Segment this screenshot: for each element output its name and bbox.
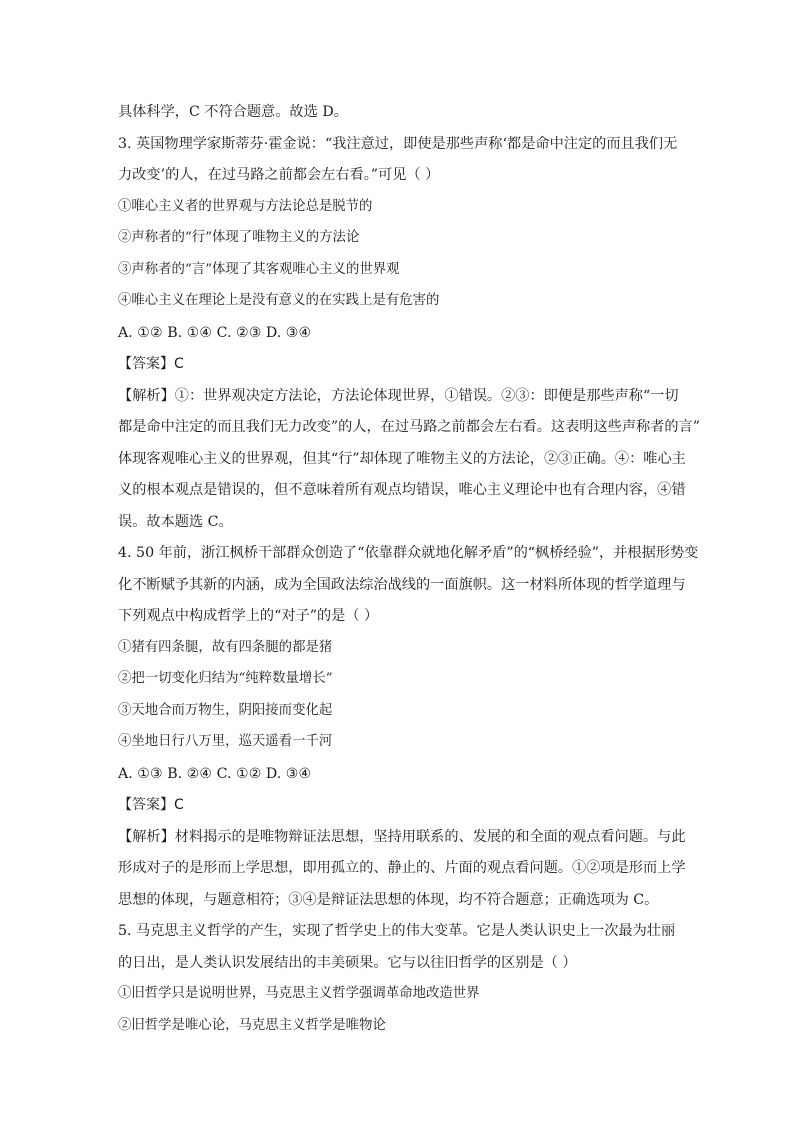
question-3-analysis: 【解析】①：世界观决定方法论，方法论体现世界，①错误。②③：即便是那些声称“一切 [118, 388, 679, 404]
question-4-statement: ①猪有四条腿，故有四条腿的都是猪 [118, 640, 333, 655]
question-3-answer: 【答案】C [118, 356, 184, 372]
question-5-statement: ①旧哲学只是说明世界，马克思主义哲学强调革命地改造世界 [118, 986, 480, 1001]
question-4-stem: 4. 50 年前，浙江枫桥干部群众创造了“依靠群众就地化解矛盾”的“枫桥经验”，并根据形势变 [118, 545, 699, 561]
question-4-choices: A. ①③ B. ②④ C. ①② D. ③④ [118, 766, 312, 782]
question-3-analysis: 义的根本观点是错误的，但不意味着所有观点均错误，唯心主义理论中也有合理内容，④错 [118, 482, 686, 498]
question-4-statement: ②把一切变化归结为“纯粹数量增长” [118, 671, 333, 686]
question-4-stem: 下列观点中构成哲学上的“对子”的是（ ） [118, 608, 379, 624]
question-4-analysis: 【解析】材料揭示的是唯物辩证法思想，坚持用联系的、发展的和全面的观点看问题。与此 [118, 829, 686, 845]
question-4-stem: 化不断赋予其新的内涵，成为全国政法综治战线的一面旗帜。这一材料所体现的哲学道理与 [118, 577, 686, 593]
question-4-analysis: 形成对子的是形而上学思想，即用孤立的、静止的、片面的观点看问题。①②项是形而上学 [118, 860, 686, 876]
question-5-statement: ②旧哲学是唯心论，马克思主义哲学是唯物论 [118, 1018, 386, 1033]
question-3-statement: ④唯心主义在理论上是没有意义的在实践上是有危害的 [118, 293, 440, 308]
question-3-statement: ③声称者的“言”体现了其客观唯心主义的世界观 [118, 262, 400, 277]
question-5-stem: 5. 马克思主义哲学的产生，实现了哲学史上的伟大变革。它是人类认识史上一次最为壮丽 [118, 923, 676, 939]
question-3-analysis: 误。故本题选 C。 [118, 514, 233, 530]
question-3-stem: 3. 英国物理学家斯蒂芬·霍金说：“我注意过，即使是那些声称‘都是命中注定的而且我们无 [118, 136, 678, 152]
question-4-statement: ③天地合而万物生，阴阳接而变化起 [118, 703, 333, 718]
question-5-stem: 的日出，是人类认识发展结出的丰美硕果。它与以往旧哲学的区别是（ ） [118, 955, 577, 971]
question-4-statement: ④坐地日行八万里，巡天遥看一千河 [118, 734, 333, 749]
text-line: 具体科学，C 不符合题意。故选 D。 [118, 104, 348, 120]
question-3-stem: 力改变’的人，在过马路之前都会左右看。”可见（ ） [118, 167, 440, 183]
question-3-choices: A. ①② B. ①④ C. ②③ D. ③④ [118, 325, 312, 341]
question-3-analysis: 都是命中注定的而且我们无力改变”的人，在过马路之前都会左右看。这表明这些声称者的言” [118, 419, 701, 435]
question-3-analysis: 体现客观唯心主义的世界观，但其“行”却体现了唯物主义的方法论，②③正确。④：唯心主 [118, 451, 686, 467]
question-3-statement: ①唯心主义者的世界观与方法论总是脱节的 [118, 199, 373, 214]
question-3-statement: ②声称者的“行”体现了唯物主义的方法论 [118, 230, 360, 245]
question-4-analysis: 思想的体现，与题意相符；③④是辩证法思想的体现，均不符合题意；正确选项为 C。 [118, 892, 659, 908]
question-4-answer: 【答案】C [118, 797, 184, 813]
